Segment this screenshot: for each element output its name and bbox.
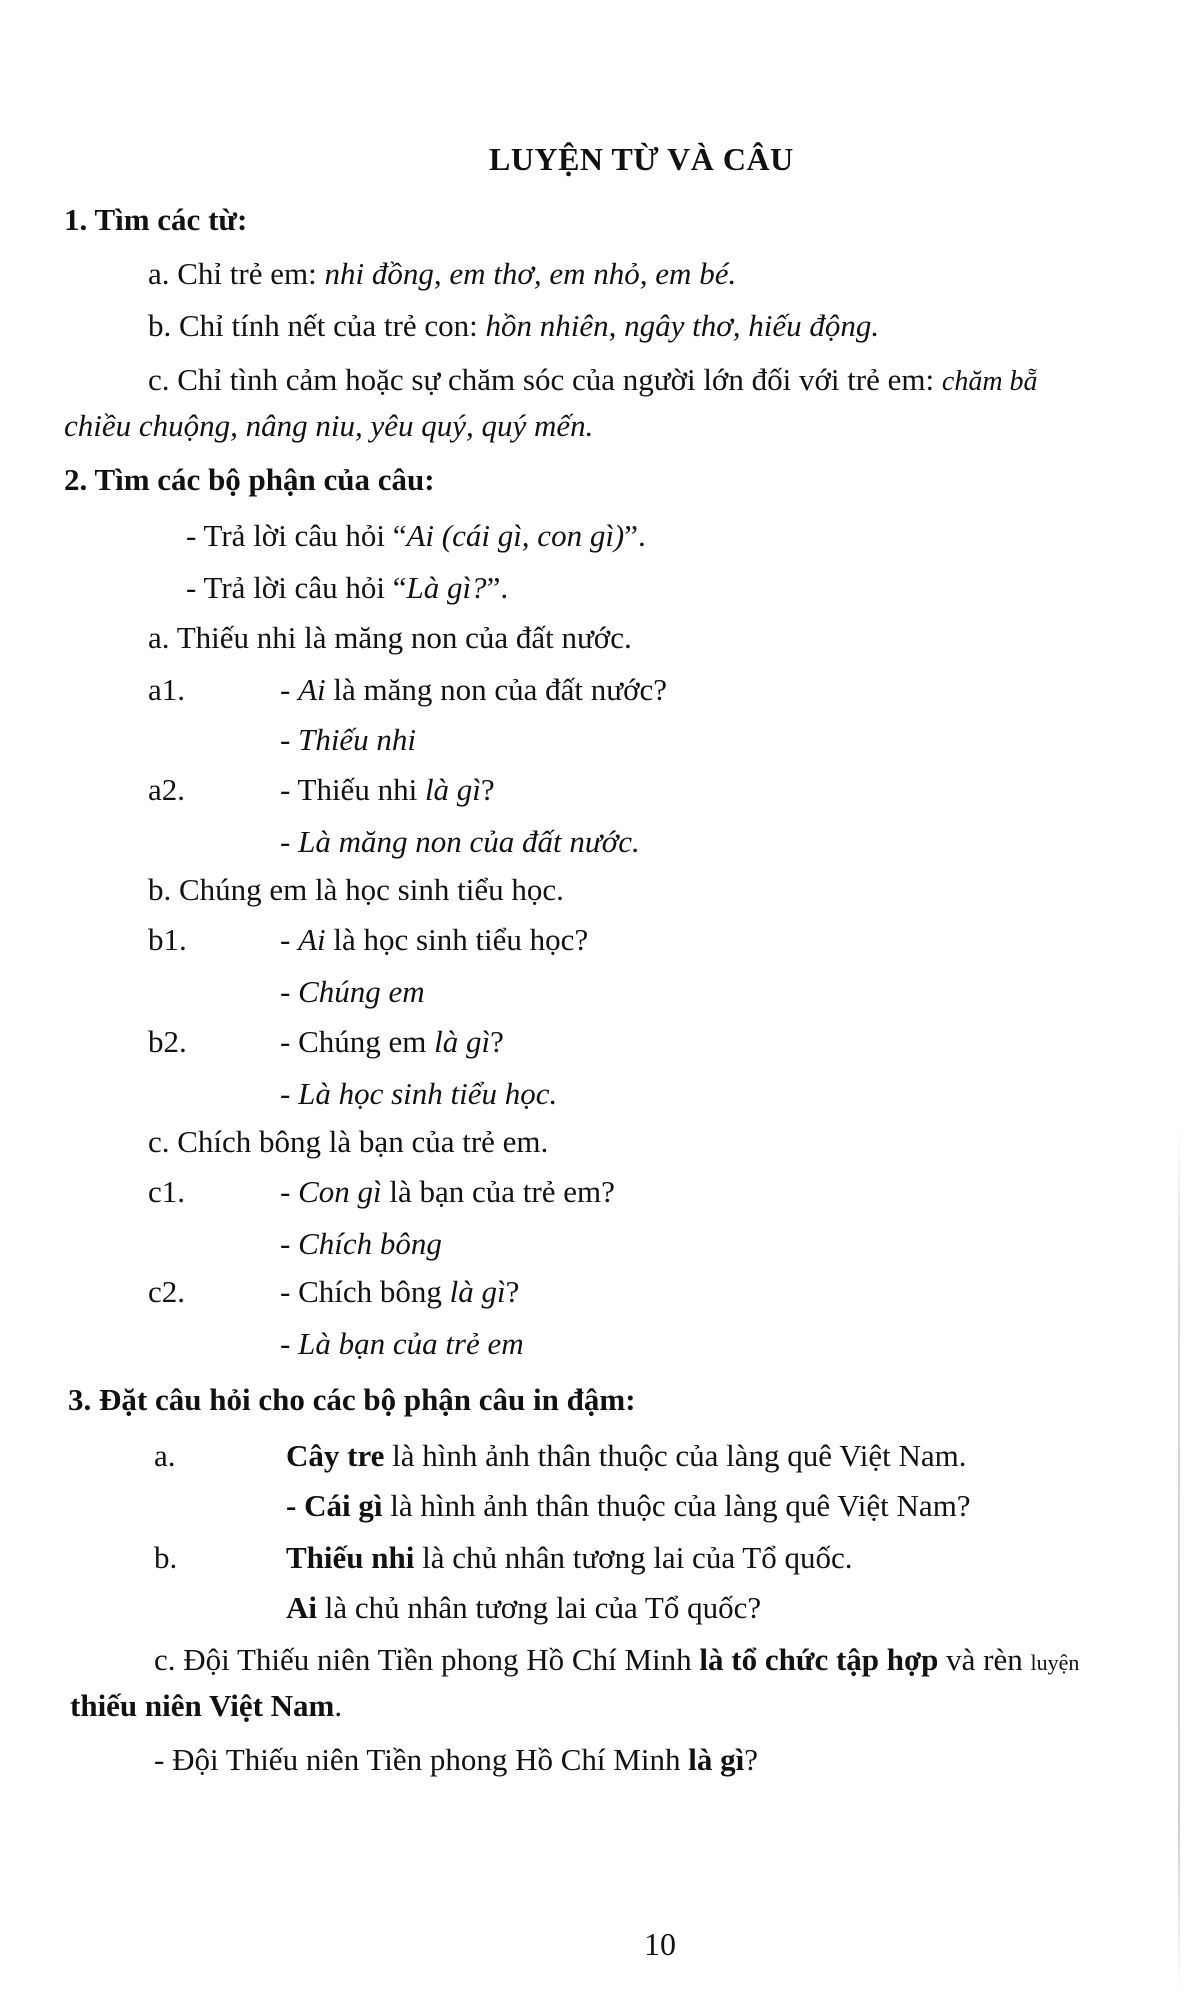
s3-c-mid: và rèn bbox=[938, 1642, 1031, 1677]
s2-note2-post: ”. bbox=[486, 570, 509, 605]
s2-note2-italic: Là gì? bbox=[406, 570, 487, 605]
s2-a2-end: ? bbox=[480, 772, 495, 807]
s2-c2-question bbox=[280, 1276, 519, 1307]
s2-note-2 bbox=[186, 572, 508, 603]
s2-c1-italic: Con gì bbox=[298, 1174, 382, 1209]
s2-sentence-c: c. Chích bông là bạn của trẻ em. bbox=[148, 1124, 549, 1159]
s2-note2-pre: - Trả lời câu hỏi “ bbox=[186, 570, 407, 605]
s2-a1-italic: Ai bbox=[298, 672, 326, 707]
s3-a-sentence bbox=[286, 1440, 967, 1471]
s2-b1-rest: là học sinh tiểu học? bbox=[325, 922, 589, 957]
s2-a1-rest: là măng non của đất nước? bbox=[325, 672, 667, 707]
s3-a-question bbox=[286, 1490, 971, 1521]
s3-c-bold: là tổ chức tập hợp bbox=[699, 1642, 939, 1677]
s3-c-q-bold: là gì bbox=[688, 1742, 745, 1777]
s3-b-bold: Thiếu nhi bbox=[286, 1540, 415, 1575]
page-title: LUYỆN TỪ VÀ CÂU bbox=[489, 141, 794, 177]
s2-b1-question bbox=[280, 924, 588, 955]
s2-c2-italic: là gì bbox=[449, 1274, 506, 1309]
s2-b2-pre: - Chúng em bbox=[280, 1024, 435, 1059]
s2-c1-question bbox=[280, 1176, 615, 1207]
s2-a1-dash: - bbox=[280, 672, 299, 707]
s2-c2-end: ? bbox=[505, 1274, 520, 1309]
section-3-heading: 3. Đặt câu hỏi cho các bộ phận câu in đậm: bbox=[68, 1382, 636, 1417]
s1-b-text: hồn nhiên, ngây thơ, hiếu động. bbox=[485, 308, 880, 343]
s2-a2-pre: - Thiếu nhi bbox=[280, 772, 425, 807]
s3-c-cont-end: . bbox=[334, 1688, 343, 1723]
s2-c1-label: c1. bbox=[148, 1174, 186, 1209]
s2-b1-answer: - Chúng em bbox=[280, 974, 425, 1009]
s3-c-pre: c. Đội Thiếu niên Tiền phong Hồ Chí Minh bbox=[154, 1642, 700, 1677]
s3-a-q-bold: Cái gì bbox=[304, 1488, 383, 1523]
page-edge-shadow bbox=[1178, 1120, 1180, 2000]
s2-b1-label: b1. bbox=[148, 922, 187, 957]
s2-note1-post: ”. bbox=[624, 518, 646, 553]
s3-b-label: b. bbox=[154, 1540, 178, 1575]
s2-c1-answer: - Chích bông bbox=[280, 1226, 442, 1261]
s2-c2-pre: - Chích bông bbox=[280, 1274, 450, 1309]
s2-sentence-b: b. Chúng em là học sinh tiểu học. bbox=[148, 872, 564, 907]
s1-a-text: nhi đồng, em thơ, em nhỏ, em bé. bbox=[324, 256, 737, 291]
page-number: 10 bbox=[644, 1926, 676, 1962]
s2-note1-pre: - Trả lời câu hỏi “ bbox=[186, 518, 407, 553]
s1-item-c-cont: chiều chuộng, nâng niu, yêu quý, quý mến. bbox=[64, 408, 594, 443]
s2-b2-label: b2. bbox=[148, 1024, 187, 1059]
s3-c-cont-bold: thiếu niên Việt Nam bbox=[70, 1688, 335, 1723]
s3-c-q-pre: - Đội Thiếu niên Tiền phong Hồ Chí Minh bbox=[154, 1742, 689, 1777]
s2-c1-rest: là bạn của trẻ em? bbox=[381, 1174, 615, 1209]
s2-c1-dash: - bbox=[280, 1174, 299, 1209]
s3-b-question bbox=[286, 1592, 761, 1623]
s3-a-rest: là hình ảnh thân thuộc của làng quê Việt Nam. bbox=[384, 1438, 967, 1473]
s1-item-b bbox=[148, 310, 879, 341]
s2-b1-italic: Ai bbox=[298, 922, 326, 957]
s3-a-bold: Cây tre bbox=[286, 1438, 385, 1473]
s3-c-sentence-cont bbox=[70, 1690, 342, 1721]
s2-a2-question bbox=[280, 774, 495, 805]
s3-b-q-bold: Ai bbox=[286, 1590, 317, 1625]
s3-b-q-rest: là chủ nhân tương lai của Tổ quốc? bbox=[317, 1590, 762, 1625]
section-1-heading: 1. Tìm các từ: bbox=[64, 202, 248, 237]
section-2-heading: 2. Tìm các bộ phận của câu: bbox=[64, 462, 435, 497]
s2-a1-question bbox=[280, 674, 667, 705]
s3-c-cut: luyện bbox=[1030, 1650, 1080, 1675]
s2-b2-italic: là gì bbox=[434, 1024, 491, 1059]
s3-a-q-rest: là hình ảnh thân thuộc của làng quê Việt Nam? bbox=[382, 1488, 971, 1523]
s3-c-q-end: ? bbox=[744, 1742, 758, 1777]
s3-a-q-dash: - bbox=[286, 1488, 305, 1523]
s1-b-label: b. Chỉ tính nết của trẻ con: bbox=[148, 308, 486, 343]
s1-item-c bbox=[148, 364, 1038, 396]
s3-a-label: a. bbox=[154, 1438, 176, 1473]
s2-a1-answer: - Thiếu nhi bbox=[280, 722, 417, 757]
s2-a2-italic: là gì bbox=[424, 772, 481, 807]
s2-note-1 bbox=[186, 520, 646, 551]
s1-item-a bbox=[148, 258, 736, 289]
s1-c-text-cut: chăm bẵ bbox=[941, 366, 1038, 397]
s2-b2-question bbox=[280, 1026, 504, 1057]
s2-b2-answer: - Là học sinh tiểu học. bbox=[280, 1076, 558, 1111]
s1-c-label: c. Chỉ tình cảm hoặc sự chăm sóc của người lớn đối với trẻ em: bbox=[148, 362, 942, 397]
s3-b-rest: là chủ nhân tương lai của Tổ quốc. bbox=[414, 1540, 853, 1575]
s2-a2-answer: - Là măng non của đất nước. bbox=[280, 824, 640, 859]
s3-c-sentence bbox=[154, 1644, 1079, 1675]
s2-c2-label: c2. bbox=[148, 1274, 186, 1309]
s2-b2-end: ? bbox=[490, 1024, 504, 1059]
s2-sentence-a: a. Thiếu nhi là măng non của đất nước. bbox=[148, 620, 632, 655]
s1-a-label: a. Chỉ trẻ em: bbox=[148, 256, 325, 291]
s2-a2-label: a2. bbox=[148, 772, 186, 807]
s2-a1-label: a1. bbox=[148, 672, 186, 707]
s3-c-question bbox=[154, 1744, 758, 1775]
s2-b1-dash: - bbox=[280, 922, 299, 957]
s2-c2-answer: - Là bạn của trẻ em bbox=[280, 1326, 524, 1361]
s2-note1-italic: Ai (cái gì, con gì) bbox=[406, 518, 625, 553]
s3-b-sentence bbox=[286, 1542, 852, 1573]
